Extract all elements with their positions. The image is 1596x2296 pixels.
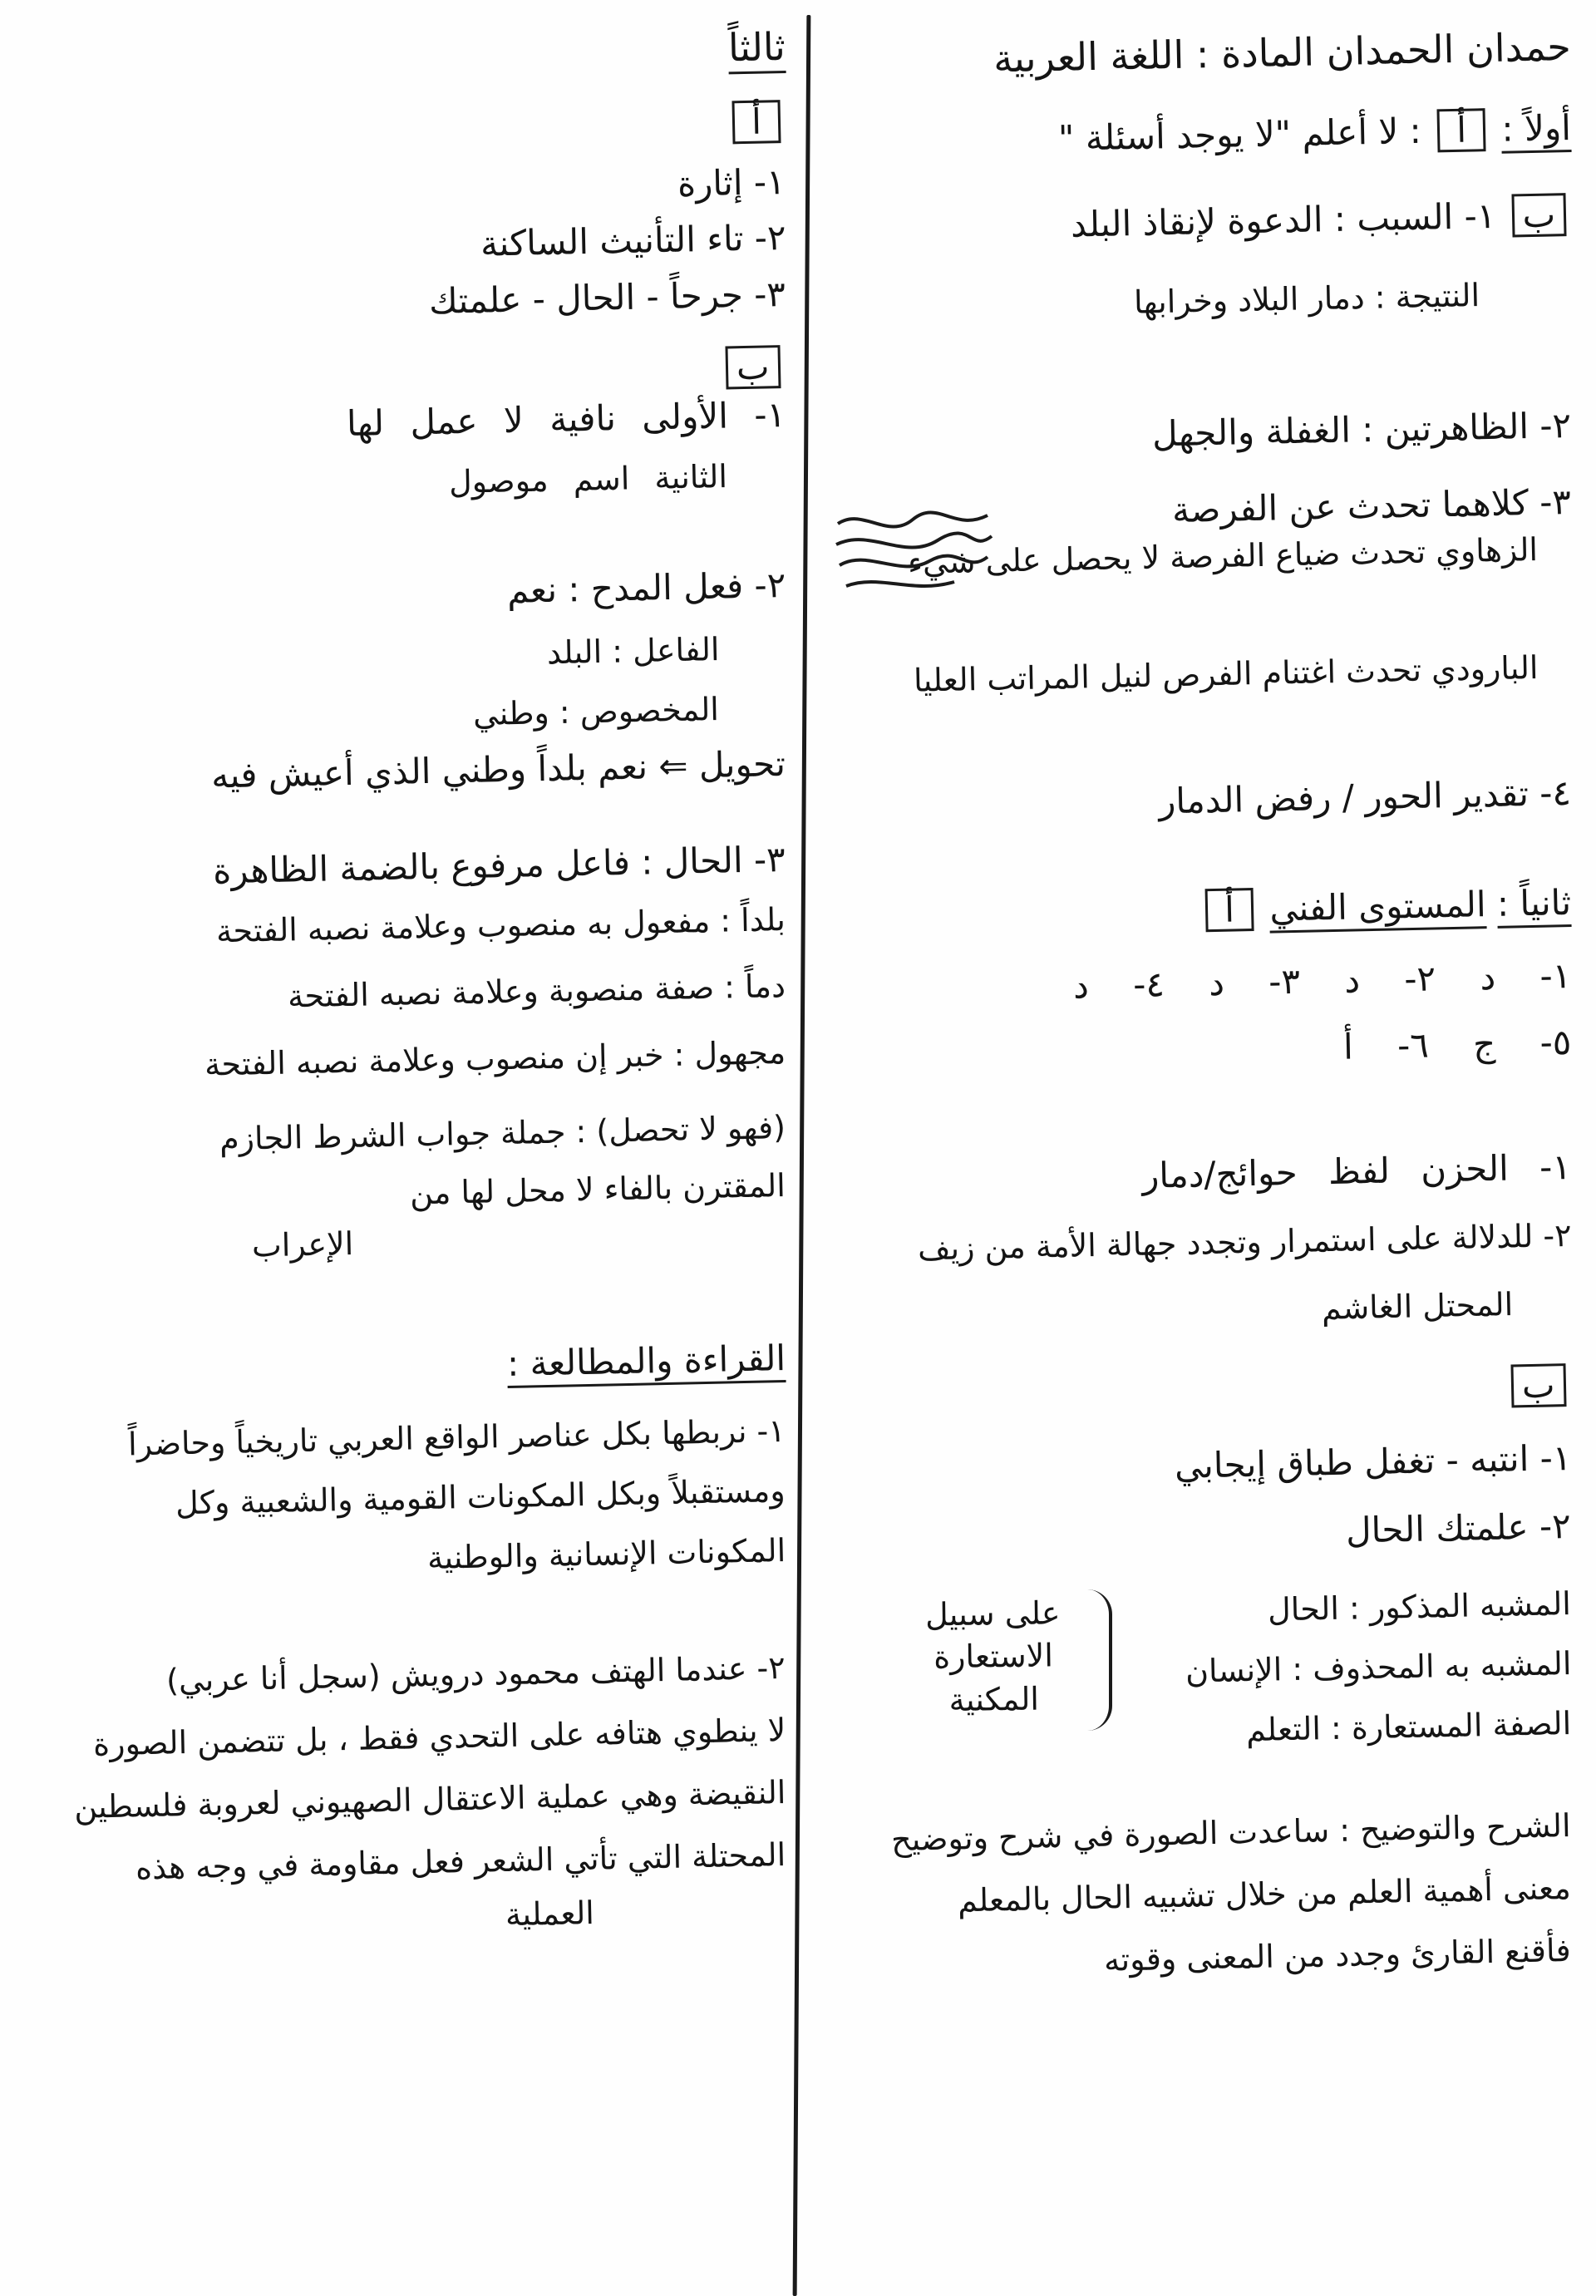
section2-heading: [1199, 881, 1571, 933]
reading-1a: ١- نربطها بكل عناصر الواقع العربي تاريخياً وحاضراً: [128, 1412, 786, 1463]
a2-line: ٢- تاء التأنيث الساكنة: [480, 217, 786, 264]
b1-result: النتيجة : دمار البلاد وخرابها: [1133, 277, 1480, 321]
q2-continued: المحتل الغاشم: [1321, 1286, 1514, 1327]
b2-line: ٢- فعل المدح : نعم: [506, 564, 786, 612]
section3-label: ثالثاً: [728, 24, 786, 74]
b3-barudi: البارودي تحدث اغتنام الفرص لنيل المراتب العليا: [913, 649, 1539, 699]
rhet-1: المشبه المذكور : الحال: [1267, 1585, 1572, 1628]
reading-1b: ومستقبلاً وبكل المكونات القومية والشعبية وكل: [175, 1472, 786, 1522]
r2-line: ٢- علمتك الحال: [1345, 1505, 1572, 1551]
reading-1c: المكونات الإنسانية والوطنية: [426, 1532, 786, 1577]
box-letter-a: أ: [1437, 108, 1486, 152]
b3-intro: ٣- كلاهما تحدث عن الفرصة: [1171, 481, 1572, 531]
box-letter-b: ب: [1511, 193, 1567, 238]
mcq-row-1: ١- د ٢- د ٣- د ٤- د: [1072, 955, 1572, 1007]
b1-cause-line: [1070, 193, 1571, 247]
section1-heading: [1058, 106, 1572, 160]
b1-first: ١- الأولى نافية لا عمل لها: [346, 394, 786, 445]
level1-label: المستوى الفني: [1269, 884, 1486, 933]
crossed-out-scribble: [830, 499, 996, 615]
box-letter-a2: أ: [1204, 888, 1254, 932]
curly-brace: [1087, 1589, 1112, 1731]
b4-line: ٤- تقدير الحور / رفض الدمار: [1158, 772, 1572, 822]
reading-2a: ٢- عندما الهتف محمود درويش (سجل أنا عربي): [166, 1649, 786, 1699]
q1-line: ١- الحزن لفظ حوائج/دمار: [1141, 1146, 1572, 1196]
reading-title-text: القراءة والمطالعة :: [507, 1338, 786, 1388]
b3-line: ٣- الحال : فاعل مرفوع بالضمة الظاهرة: [212, 839, 786, 892]
rhet-2: المشبه به المحذوف : الإنسان: [1185, 1645, 1572, 1690]
section3-heading: [728, 25, 786, 70]
explain-2: معنى أهمية العلم من خلال تشبيه الحال بالمعلم: [957, 1870, 1572, 1919]
section1-label: أولاً :: [1501, 107, 1572, 154]
reading-2e: العملية: [505, 1894, 595, 1934]
box-b2-heading: [1506, 1363, 1572, 1408]
r1-line: ١- انتبه - تغفل طباق إيجابي: [1174, 1437, 1572, 1486]
a1-line: ١- إثارة: [677, 161, 786, 204]
q2-line: ٢- للدلالة على استمرار وتجدد جهالة الأمة من زيف: [917, 1217, 1572, 1268]
rhet-3: الصفة المستعارة : التعلم: [1245, 1705, 1572, 1749]
b3-a: بلداً : مفعول به منصوب وعلامة نصبه الفتحة: [215, 901, 786, 950]
box-letter-b3: ب: [726, 345, 781, 390]
mcq-row-2: ٥- ج ٦- أ: [1342, 1022, 1572, 1067]
b1-cause: ١- السبب : الدعوة لإنقاذ البلد: [1070, 195, 1496, 245]
b3-c: مجهول : خبر إن منصوب وعلامة نصبه الفتحة: [204, 1034, 786, 1083]
column-divider: [793, 15, 811, 2296]
box-letter-a3: أ: [732, 100, 781, 144]
explain-3: فأقنع القارئ وجدد من المعنى وقوته: [1103, 1932, 1572, 1978]
reading-2b: لا ينطوي هتافه على التحدي فقط ، بل تتضمن الصورة: [92, 1712, 786, 1763]
reading-2d: المحتلة التي تأتي الشعر فعل مقاومة في وجه هذه: [135, 1836, 786, 1887]
b3-zahawi: الزهاوي تحدث ضياع الفرصة لا يحصل على شيء: [907, 531, 1539, 581]
a3-line: ٣- جرحاً - الحال - علمتك: [428, 273, 786, 322]
b3-b: دماً : صفة منصوبة وعلامة نصبه الفتحة: [287, 968, 786, 1015]
b3-e: المقترن بالفاء لا محل لها من: [409, 1167, 786, 1212]
explain-1: الشرح والتوضيح : ساعدت الصورة في شرح وتوضيح: [891, 1807, 1572, 1859]
box-b-heading: [721, 345, 786, 390]
header-line: حمدان الحمدان المادة : اللغة العربية: [993, 24, 1572, 81]
box-a-heading: [727, 100, 786, 145]
b3-f: الإعراب: [251, 1225, 354, 1264]
box-letter-b2: ب: [1511, 1363, 1567, 1408]
section2-label: ثانياً :: [1496, 882, 1571, 929]
reading-2c: النقيضة وهي عملية الاعتقال الصهيوني لعروبة فلسطين: [73, 1774, 786, 1825]
right-column: [823, 0, 1571, 2296]
left-column: [17, 0, 786, 2296]
b1-second: الثانية اسم موصول: [448, 458, 728, 501]
b3-d: (فهو لا تحصل) : جملة جواب الشرط الجازم: [219, 1109, 786, 1158]
b2-line: ٢- الظاهرتين : الغفلة والجهل: [1151, 405, 1572, 455]
b2-makh: المخصوص : وطني: [472, 691, 720, 733]
brace-note: على سبيل الاستعارة المكنية: [924, 1594, 1061, 1718]
reading-title: [507, 1338, 786, 1384]
b2-conversion: تحويل ⇐ نعم بلداً وطني الذي أعيش فيه: [210, 743, 786, 796]
b2-fa: الفاعل : البلد: [546, 631, 720, 672]
a-note: : لا أعلم "لا يوجد أسئلة ": [1057, 110, 1422, 159]
